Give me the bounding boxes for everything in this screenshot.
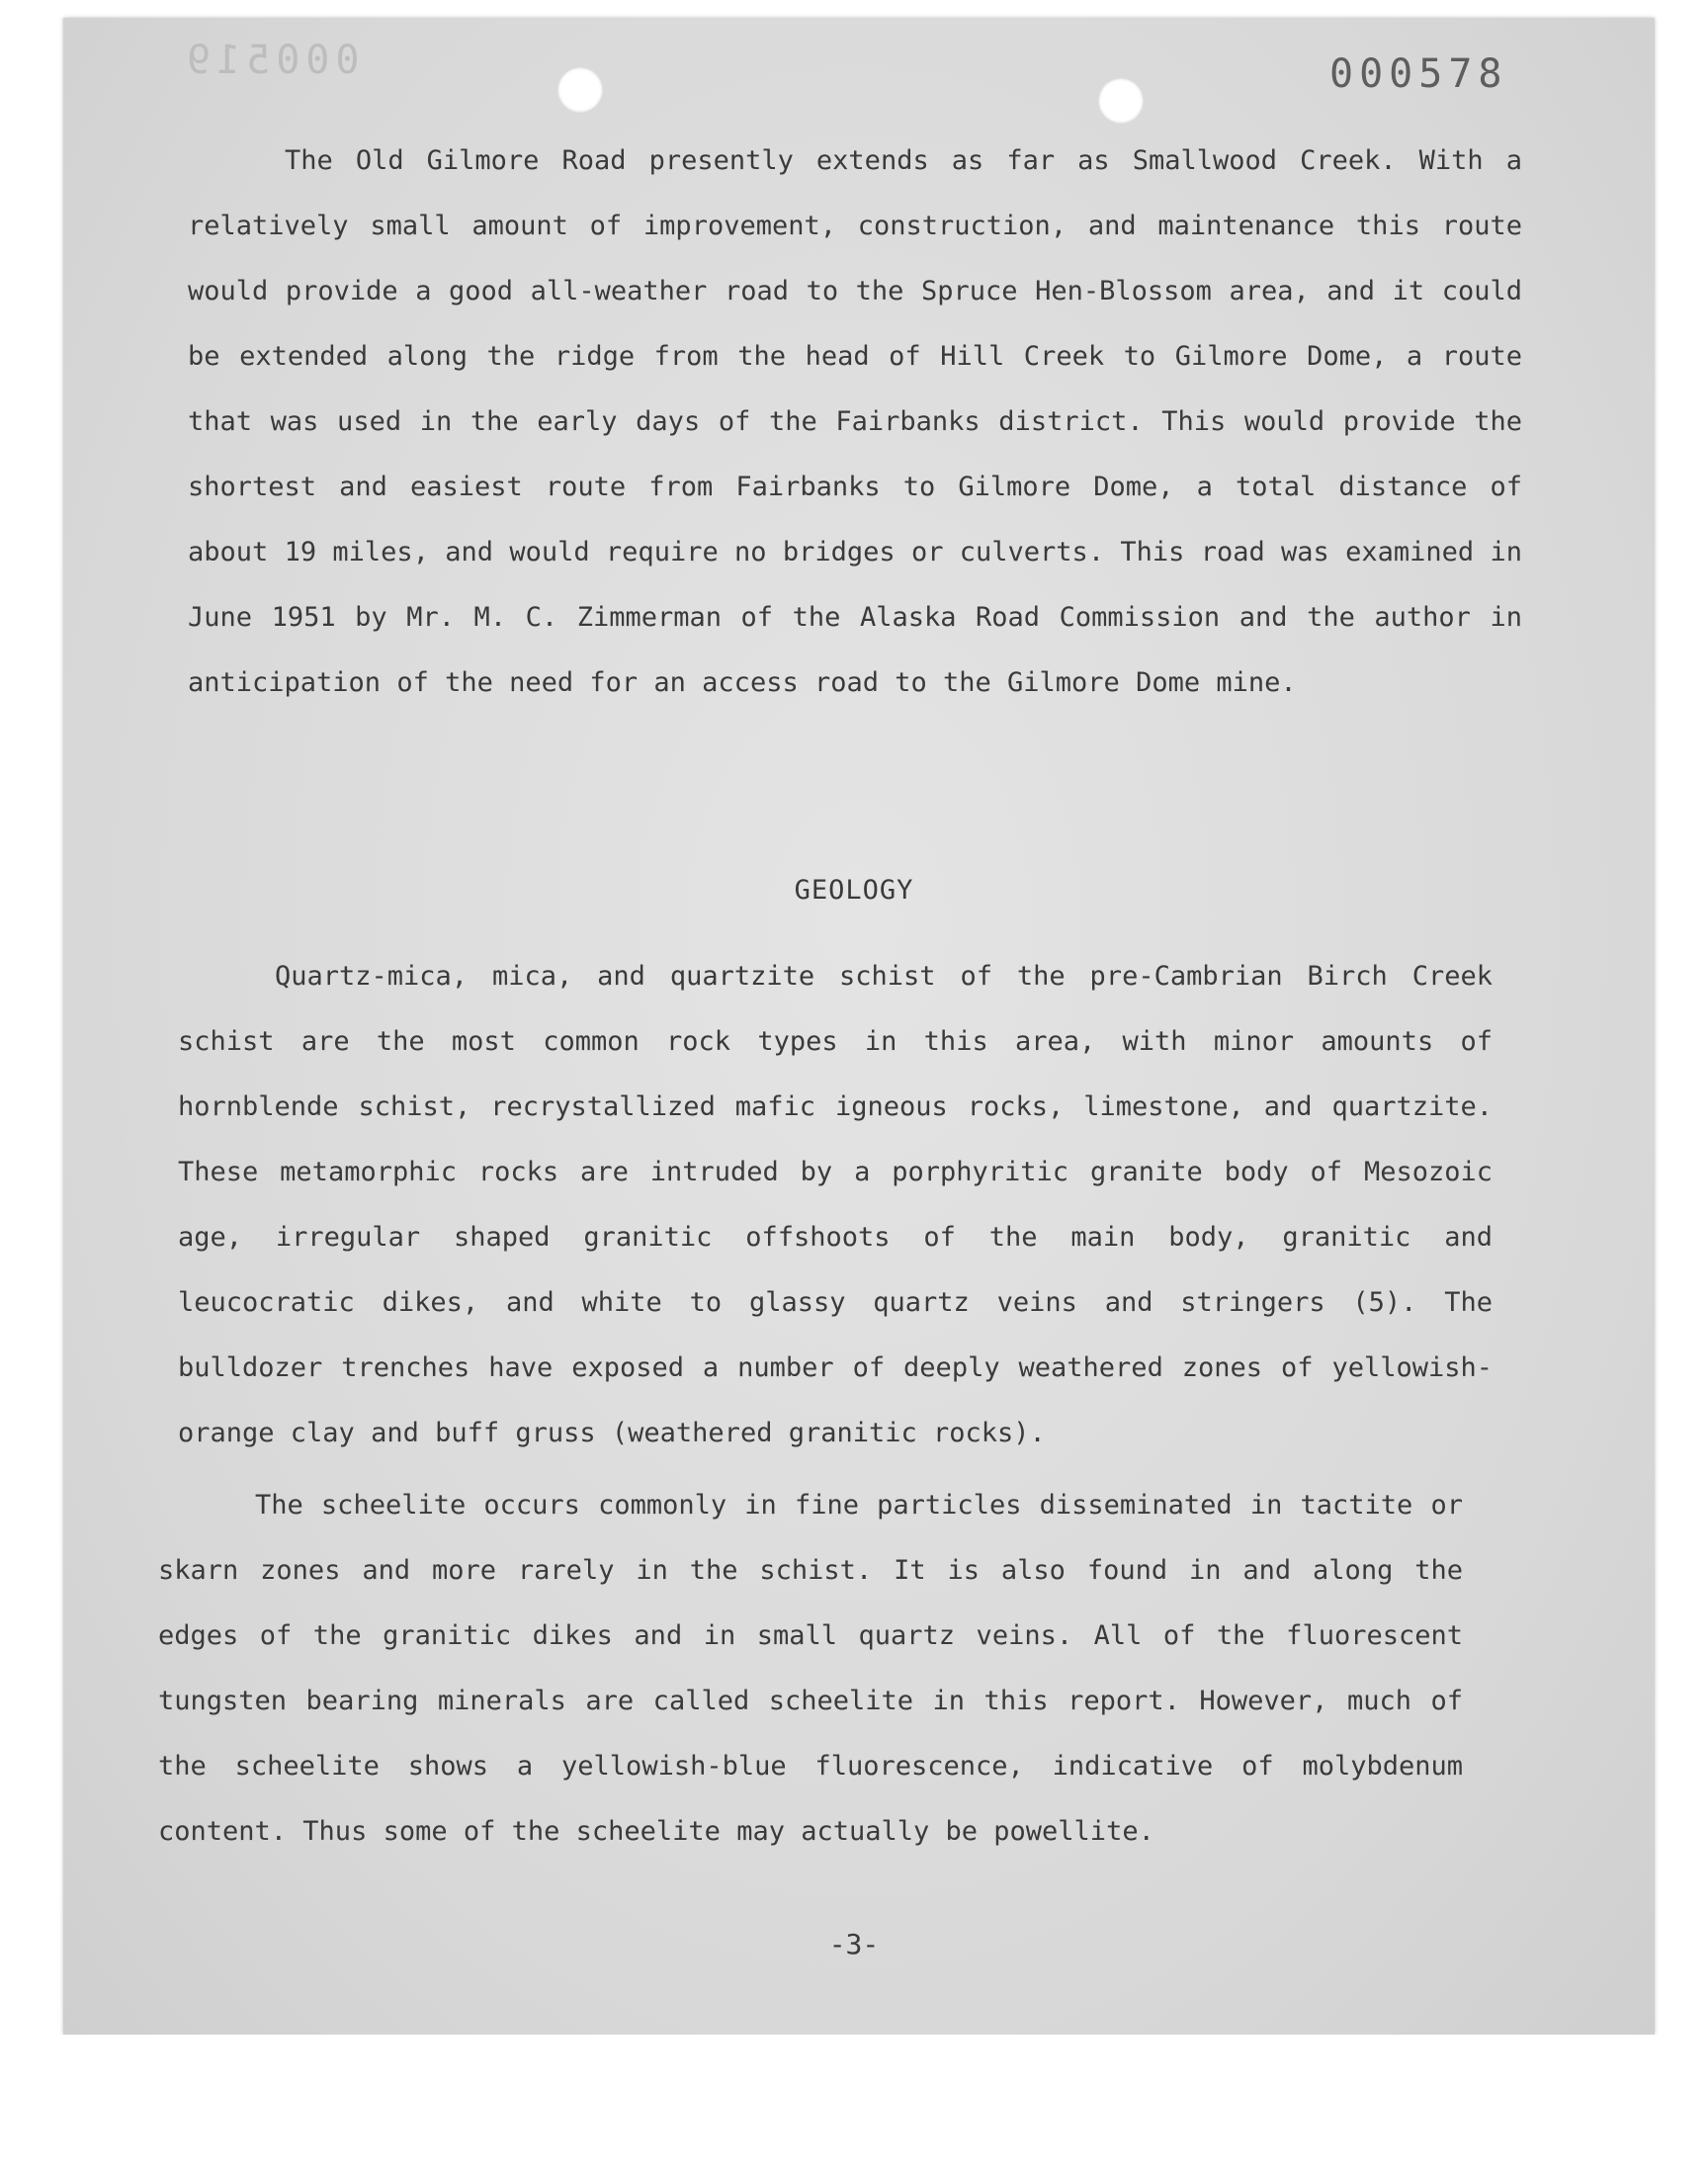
paragraph-access-road: The Old Gilmore Road presently extends as far as Smallwood Creek. With a relatively small amount of improvement, construction, and maintenance this route would provide a good all-weather road to the Spruce Hen-Blossom area, and it could be extended along the ridge from the head of Hill Creek to Gilmore Dome, a route that was used in the early days of the Fairbanks district. This would provide the shortest and easiest route from Fairbanks to Gilmore Dome, a total distance of about 19 miles, and would require no bridges or culverts. This road was examined in June 1951 by Mr. M. C. Zimmerman of the Alaska Road Commission and the author in anticipation of the need for an access road to the Gilmore Dome mine. xyxy=(188,145,1522,698)
paragraph-geology-rocks: Quartz-mica, mica, and quartzite schist of the pre-Cambrian Birch Creek schist are the most common rock types in this area, with minor amounts of hornblende schist, recrystallized mafic igneous rocks, limestone, and quartzite. These metamorphic rocks are intruded by a porphyritic granite body of Mesozoic age, irregular shaped granitic offshoots of the main body, granitic and leucocratic dikes, and white to glassy quartz veins and stringers (5). The bulldozer trenches have exposed a number of deeply weathered zones of yellowish-orange clay and buff gruss (weathered granitic rocks). xyxy=(178,961,1493,1448)
page-number-show-through: 000519 xyxy=(181,38,360,83)
punch-hole-right xyxy=(1098,78,1144,124)
section-heading: GEOLOGY xyxy=(794,875,914,906)
paragraph-scheelite: The scheelite occurs commonly in fine particles disseminated in tactite or skarn zones and more rarely in the schist. It is also found in and along the edges of the granitic dikes and in small quartz veins. All of the fluorescent tungsten bearing minerals are called scheelite in this report. However, much of the scheelite shows a yellowish-blue fluorescence, indicative of molybdenum content. Thus some of the scheelite may actually be powellite. xyxy=(158,1490,1463,1847)
page-folio: -3- xyxy=(828,1928,880,1960)
scan-margin xyxy=(0,2035,1708,2175)
punch-hole-left xyxy=(557,67,603,113)
page-number-stamp: 000578 xyxy=(1329,51,1508,97)
